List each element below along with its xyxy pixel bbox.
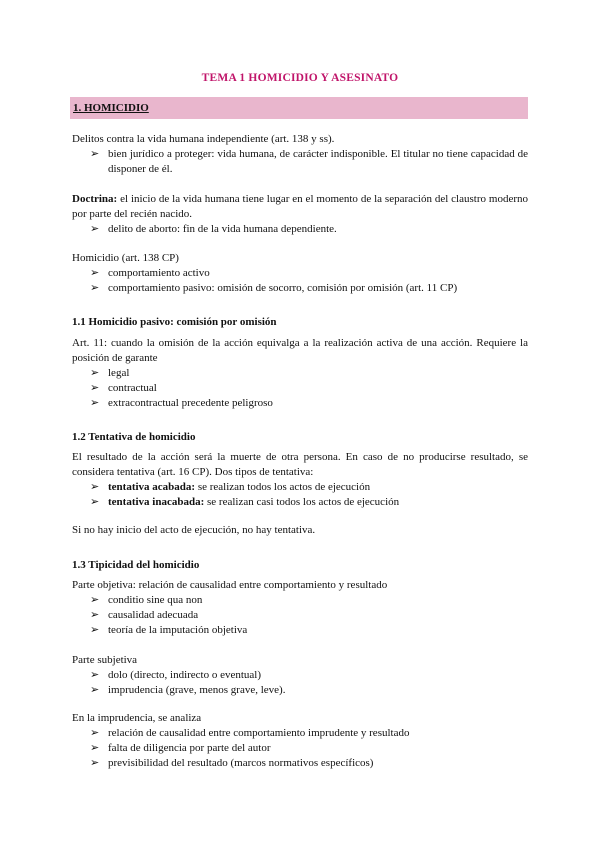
arrow-bullet-icon: ➢ <box>90 609 100 621</box>
imprudencia-block <box>72 711 528 771</box>
section-1-2-body <box>72 450 528 510</box>
subjetiva-bullet-list <box>72 668 528 698</box>
imprudencia-bullet-list <box>72 726 528 771</box>
parte-subjetiva-block <box>72 653 528 698</box>
parte-subjetiva-line: Parte subjetiva <box>72 654 138 666</box>
arrow-bullet-icon: ➢ <box>90 684 100 696</box>
list-item: ➢ delito de aborto: fin de la vida humana dependiente. <box>90 223 337 235</box>
list-item: ➢ relación de causalidad entre comportamiento imprudente y resultado <box>90 727 410 739</box>
list-item: ➢ comportamiento activo <box>90 267 210 279</box>
arrow-bullet-icon: ➢ <box>90 742 100 754</box>
list-item: ➢ tentativa acabada: se realizan todos los actos de ejecución <box>90 481 371 493</box>
arrow-bullet-icon: ➢ <box>90 382 100 394</box>
homicidio-bullet-list <box>72 266 528 296</box>
section-1-heading-bar <box>70 97 528 119</box>
list-item: ➢ comportamiento pasivo: omisión de socorro, comisión por omisión (art. 11 CP) <box>90 282 458 294</box>
arrow-bullet-icon: ➢ <box>90 669 100 681</box>
list-item: ➢ legal <box>90 367 130 379</box>
section-1-intro-block <box>72 132 528 177</box>
section-1-1-paragraph: Art. 11: cuando la omisión de la acción equivalga a la realización activa de una acción. Requiere la posición de garante <box>72 337 528 364</box>
arrow-bullet-icon: ➢ <box>90 282 100 294</box>
arrow-bullet-icon: ➢ <box>90 397 100 409</box>
arrow-bullet-icon: ➢ <box>90 727 100 739</box>
arrow-bullet-icon: ➢ <box>90 594 100 606</box>
section-1-2-block <box>72 430 528 445</box>
intro-bullet-list <box>72 147 528 177</box>
list-item: ➢ bien jurídico a proteger: vida humana, de carácter indisponible. El titular no tiene capacidad de disponer de él. <box>90 148 528 175</box>
parte-objetiva-block <box>72 578 528 638</box>
list-item: ➢ causalidad adecuada <box>90 609 199 621</box>
tentativa-bullet-list <box>72 480 528 510</box>
section-1-1-heading: 1.1 Homicidio pasivo: comisión por omisión <box>72 316 277 328</box>
list-item: ➢ dolo (directo, indirecto o eventual) <box>90 669 262 681</box>
arrow-bullet-icon: ➢ <box>90 148 100 160</box>
arrow-bullet-icon: ➢ <box>90 757 100 769</box>
list-item: ➢ falta de diligencia por parte del autor <box>90 742 271 754</box>
arrow-bullet-icon: ➢ <box>90 624 100 636</box>
section-1-3-block <box>72 558 528 573</box>
section-1-3-heading: 1.3 Tipicidad del homicidio <box>72 559 200 571</box>
arrow-bullet-icon: ➢ <box>90 481 100 493</box>
section-1-2-paragraph: El resultado de la acción será la muerte de otra persona. En caso de no producirse resultado, se considera tentativa (art. 16 CP). Dos tipos de tentativa: <box>72 451 528 478</box>
list-item: ➢ contractual <box>90 382 157 394</box>
tentativa-note-block <box>72 523 528 538</box>
intro-paragraph: Delitos contra la vida humana independiente (art. 138 y ss). <box>72 133 335 145</box>
homicidio-line: Homicidio (art. 138 CP) <box>72 252 179 264</box>
list-item: ➢ tentativa inacabada: se realizan casi todos los actos de ejecución <box>90 496 400 508</box>
section-1-1-body <box>72 336 528 411</box>
list-item: ➢ previsibilidad del resultado (marcos normativos específicos) <box>90 757 374 769</box>
section-1-2-heading: 1.2 Tentativa de homicidio <box>72 431 196 443</box>
parte-objetiva-line: Parte objetiva: relación de causalidad entre comportamiento y resultado <box>72 579 388 591</box>
homicidio-block <box>72 251 528 296</box>
doctrina-block <box>72 192 528 237</box>
doctrina-paragraph: Doctrina: el inicio de la vida humana tiene lugar en el momento de la separación del claustro moderno por parte del recién nacido. <box>72 193 528 220</box>
garante-bullet-list <box>72 366 528 411</box>
arrow-bullet-icon: ➢ <box>90 496 100 508</box>
list-item: ➢ imprudencia (grave, menos grave, leve). <box>90 684 286 696</box>
document-title: TEMA 1 HOMICIDIO Y ASESINATO <box>201 72 399 84</box>
tentativa-note: Si no hay inicio del acto de ejecución, no hay tentativa. <box>72 524 316 536</box>
list-item: ➢ teoría de la imputación objetiva <box>90 624 248 636</box>
objetiva-bullet-list <box>72 593 528 638</box>
arrow-bullet-icon: ➢ <box>90 367 100 379</box>
section-1-1-block <box>72 315 528 330</box>
list-item: ➢ conditio sine qua non <box>90 594 203 606</box>
doctrina-bullet-list <box>72 222 528 237</box>
list-item: ➢ extracontractual precedente peligroso <box>90 397 273 409</box>
imprudencia-line: En la imprudencia, se analiza <box>72 712 202 724</box>
arrow-bullet-icon: ➢ <box>90 267 100 279</box>
arrow-bullet-icon: ➢ <box>90 223 100 235</box>
section-1-heading: 1. HOMICIDIO <box>73 102 149 114</box>
doctrina-label: Doctrina: <box>72 193 118 205</box>
